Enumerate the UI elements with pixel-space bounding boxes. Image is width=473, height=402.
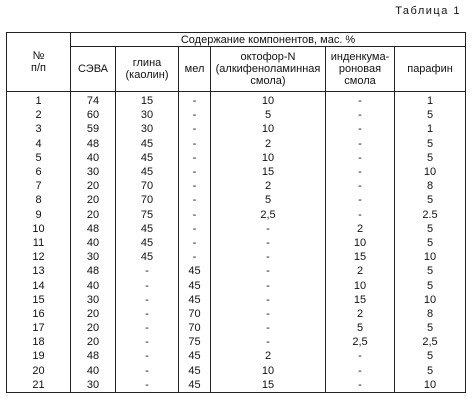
paraffin-value: 5: [395, 349, 466, 363]
seva-value: 30: [71, 250, 116, 264]
row-number: 6: [7, 165, 71, 179]
row-number: 17: [7, 321, 71, 335]
chalk-value: -: [179, 250, 211, 264]
header-number-line: п/п: [31, 62, 46, 74]
table-row: [7, 179, 466, 193]
seva-value: 40: [71, 364, 116, 378]
octophor-value: -: [211, 307, 326, 321]
row-number: 10: [7, 222, 71, 236]
table-row: [7, 307, 466, 321]
seva-value: 48: [71, 137, 116, 151]
indene-resin-value: -: [326, 108, 395, 122]
chalk-value: -: [179, 222, 211, 236]
row-number: 8: [7, 193, 71, 207]
table-row: [7, 321, 466, 335]
seva-value: 74: [71, 92, 116, 109]
paraffin-value: 5: [395, 278, 466, 292]
chalk-value: 70: [179, 307, 211, 321]
chalk-value: 45: [179, 293, 211, 307]
paraffin-value: 5: [395, 108, 466, 122]
header-line: роновая: [338, 63, 382, 75]
row-number: 13: [7, 264, 71, 278]
octophor-value: 10: [211, 92, 326, 109]
header-number-line: №: [32, 50, 45, 62]
header-line: глина: [132, 57, 162, 69]
table-row: [7, 92, 466, 109]
row-number: 20: [7, 364, 71, 378]
row-number: 16: [7, 307, 71, 321]
seva-value: 20: [71, 335, 116, 349]
indene-resin-value: 2: [326, 307, 395, 321]
indene-resin-value: -: [326, 364, 395, 378]
row-number: 14: [7, 278, 71, 292]
chalk-value: -: [179, 165, 211, 179]
indene-resin-value: 2: [326, 264, 395, 278]
chalk-value: -: [179, 92, 211, 109]
table-row: [7, 278, 466, 292]
indene-resin-value: 15: [326, 250, 395, 264]
header-group: Содержание компонентов, мас. %: [71, 33, 466, 47]
table-row: [7, 364, 466, 378]
indene-resin-value: 10: [326, 278, 395, 292]
seva-value: 40: [71, 278, 116, 292]
indene-resin-value: -: [326, 179, 395, 193]
indene-resin-value: -: [326, 349, 395, 363]
table-row: [7, 108, 466, 122]
header-line: октофор-N: [240, 51, 296, 63]
table-row: [7, 264, 466, 278]
octophor-value: 2: [211, 349, 326, 363]
paraffin-value: 2,5: [395, 335, 466, 349]
paraffin-value: 5: [395, 364, 466, 378]
header-chalk: [179, 47, 211, 92]
header-octophor: [211, 47, 326, 92]
seva-value: 59: [71, 122, 116, 136]
chalk-value: 45: [179, 364, 211, 378]
header-line: смола: [344, 75, 376, 87]
clay-value: 45: [116, 236, 179, 250]
indene-resin-value: -: [326, 151, 395, 165]
seva-value: 60: [71, 108, 116, 122]
seva-value: 48: [71, 264, 116, 278]
indene-resin-value: -: [326, 122, 395, 136]
octophor-value: 10: [211, 151, 326, 165]
paraffin-value: 10: [395, 165, 466, 179]
clay-value: -: [116, 307, 179, 321]
octophor-value: 2: [211, 179, 326, 193]
seva-value: 48: [71, 349, 116, 363]
clay-value: -: [116, 321, 179, 335]
seva-value: 40: [71, 236, 116, 250]
header-indene-resin: [326, 47, 395, 92]
table-row: [7, 293, 466, 307]
indene-resin-value: -: [326, 137, 395, 151]
table-row: [7, 335, 466, 349]
clay-value: -: [116, 335, 179, 349]
table-row: [7, 165, 466, 179]
paraffin-value: 5: [395, 264, 466, 278]
table-row: [7, 193, 466, 207]
header-line: мел: [184, 63, 205, 75]
table-row: [7, 208, 466, 222]
clay-value: 45: [116, 250, 179, 264]
octophor-value: 2,5: [211, 208, 326, 222]
clay-value: 30: [116, 122, 179, 136]
chalk-value: 45: [179, 378, 211, 393]
clay-value: 45: [116, 151, 179, 165]
paraffin-value: 1: [395, 122, 466, 136]
octophor-value: -: [211, 321, 326, 335]
row-number: 5: [7, 151, 71, 165]
indene-resin-value: 5: [326, 321, 395, 335]
row-number: 2: [7, 108, 71, 122]
seva-value: 48: [71, 222, 116, 236]
octophor-value: 15: [211, 378, 326, 393]
seva-value: 20: [71, 307, 116, 321]
clay-value: -: [116, 349, 179, 363]
row-number: 15: [7, 293, 71, 307]
clay-value: -: [116, 264, 179, 278]
chalk-value: 45: [179, 349, 211, 363]
chalk-value: 70: [179, 321, 211, 335]
seva-value: 20: [71, 321, 116, 335]
indene-resin-value: -: [326, 378, 395, 393]
indene-resin-value: 15: [326, 293, 395, 307]
table-row: [7, 236, 466, 250]
clay-value: 30: [116, 108, 179, 122]
table-row: [7, 122, 466, 136]
header-seva: [71, 47, 116, 92]
chalk-value: -: [179, 122, 211, 136]
header-number: [7, 33, 71, 92]
chalk-value: 45: [179, 278, 211, 292]
clay-value: 75: [116, 208, 179, 222]
seva-value: 30: [71, 378, 116, 393]
row-number: 4: [7, 137, 71, 151]
clay-value: 70: [116, 193, 179, 207]
table-row: [7, 250, 466, 264]
clay-value: -: [116, 378, 179, 393]
paraffin-value: 10: [395, 250, 466, 264]
row-number: 21: [7, 378, 71, 393]
row-number: 1: [7, 92, 71, 109]
octophor-value: 2: [211, 137, 326, 151]
clay-value: 70: [116, 179, 179, 193]
chalk-value: 75: [179, 335, 211, 349]
paraffin-value: 5: [395, 151, 466, 165]
octophor-value: 15: [211, 165, 326, 179]
octophor-value: -: [211, 278, 326, 292]
table-row: [7, 137, 466, 151]
seva-value: 40: [71, 151, 116, 165]
paraffin-value: 2.5: [395, 208, 466, 222]
row-number: 3: [7, 122, 71, 136]
octophor-value: -: [211, 335, 326, 349]
octophor-value: -: [211, 250, 326, 264]
header-clay: [116, 47, 179, 92]
seva-value: 20: [71, 179, 116, 193]
row-number: 12: [7, 250, 71, 264]
table-row: [7, 349, 466, 363]
clay-value: 45: [116, 137, 179, 151]
chalk-value: -: [179, 137, 211, 151]
header-line: парафин: [407, 63, 453, 75]
indene-resin-value: 10: [326, 236, 395, 250]
row-number: 11: [7, 236, 71, 250]
chalk-value: -: [179, 236, 211, 250]
components-table: [6, 32, 466, 393]
table-row: [7, 151, 466, 165]
paraffin-value: 1: [395, 92, 466, 109]
indene-resin-value: -: [326, 165, 395, 179]
table-row: [7, 378, 466, 393]
paraffin-value: 5: [395, 222, 466, 236]
clay-value: 45: [116, 222, 179, 236]
indene-resin-value: 2,5: [326, 335, 395, 349]
header-line: инденкума-: [330, 51, 390, 63]
header-paraffin: [395, 47, 466, 92]
octophor-value: -: [211, 264, 326, 278]
seva-value: 30: [71, 165, 116, 179]
paraffin-value: 10: [395, 293, 466, 307]
octophor-value: -: [211, 222, 326, 236]
paraffin-value: 5: [395, 321, 466, 335]
chalk-value: -: [179, 151, 211, 165]
paraffin-value: 5: [395, 236, 466, 250]
chalk-value: -: [179, 108, 211, 122]
chalk-value: -: [179, 193, 211, 207]
paraffin-value: 8: [395, 179, 466, 193]
row-number: 9: [7, 208, 71, 222]
paraffin-value: 10: [395, 378, 466, 393]
table-caption: Таблица 1: [395, 5, 461, 17]
chalk-value: -: [179, 179, 211, 193]
chalk-value: -: [179, 208, 211, 222]
indene-resin-value: -: [326, 193, 395, 207]
seva-value: 20: [71, 208, 116, 222]
clay-value: -: [116, 293, 179, 307]
octophor-value: -: [211, 293, 326, 307]
header-line: смола): [250, 75, 286, 87]
paraffin-value: 8: [395, 307, 466, 321]
clay-value: 45: [116, 165, 179, 179]
indene-resin-value: -: [326, 208, 395, 222]
paraffin-value: 5: [395, 137, 466, 151]
octophor-value: 5: [211, 193, 326, 207]
row-number: 18: [7, 335, 71, 349]
row-number: 19: [7, 349, 71, 363]
octophor-value: -: [211, 236, 326, 250]
clay-value: -: [116, 364, 179, 378]
octophor-value: 10: [211, 364, 326, 378]
header-line: (каолин): [125, 69, 169, 81]
octophor-value: 5: [211, 108, 326, 122]
table-header: [7, 33, 466, 92]
header-line: (алкифеноламинная: [215, 63, 321, 75]
indene-resin-value: 2: [326, 222, 395, 236]
seva-value: 30: [71, 293, 116, 307]
seva-value: 20: [71, 193, 116, 207]
chalk-value: 45: [179, 264, 211, 278]
clay-value: 15: [116, 92, 179, 109]
table-row: [7, 222, 466, 236]
paraffin-value: 5: [395, 193, 466, 207]
header-line: СЭВА: [77, 63, 109, 75]
octophor-value: 10: [211, 122, 326, 136]
table-body: [7, 92, 466, 393]
row-number: 7: [7, 179, 71, 193]
clay-value: -: [116, 278, 179, 292]
indene-resin-value: -: [326, 92, 395, 109]
